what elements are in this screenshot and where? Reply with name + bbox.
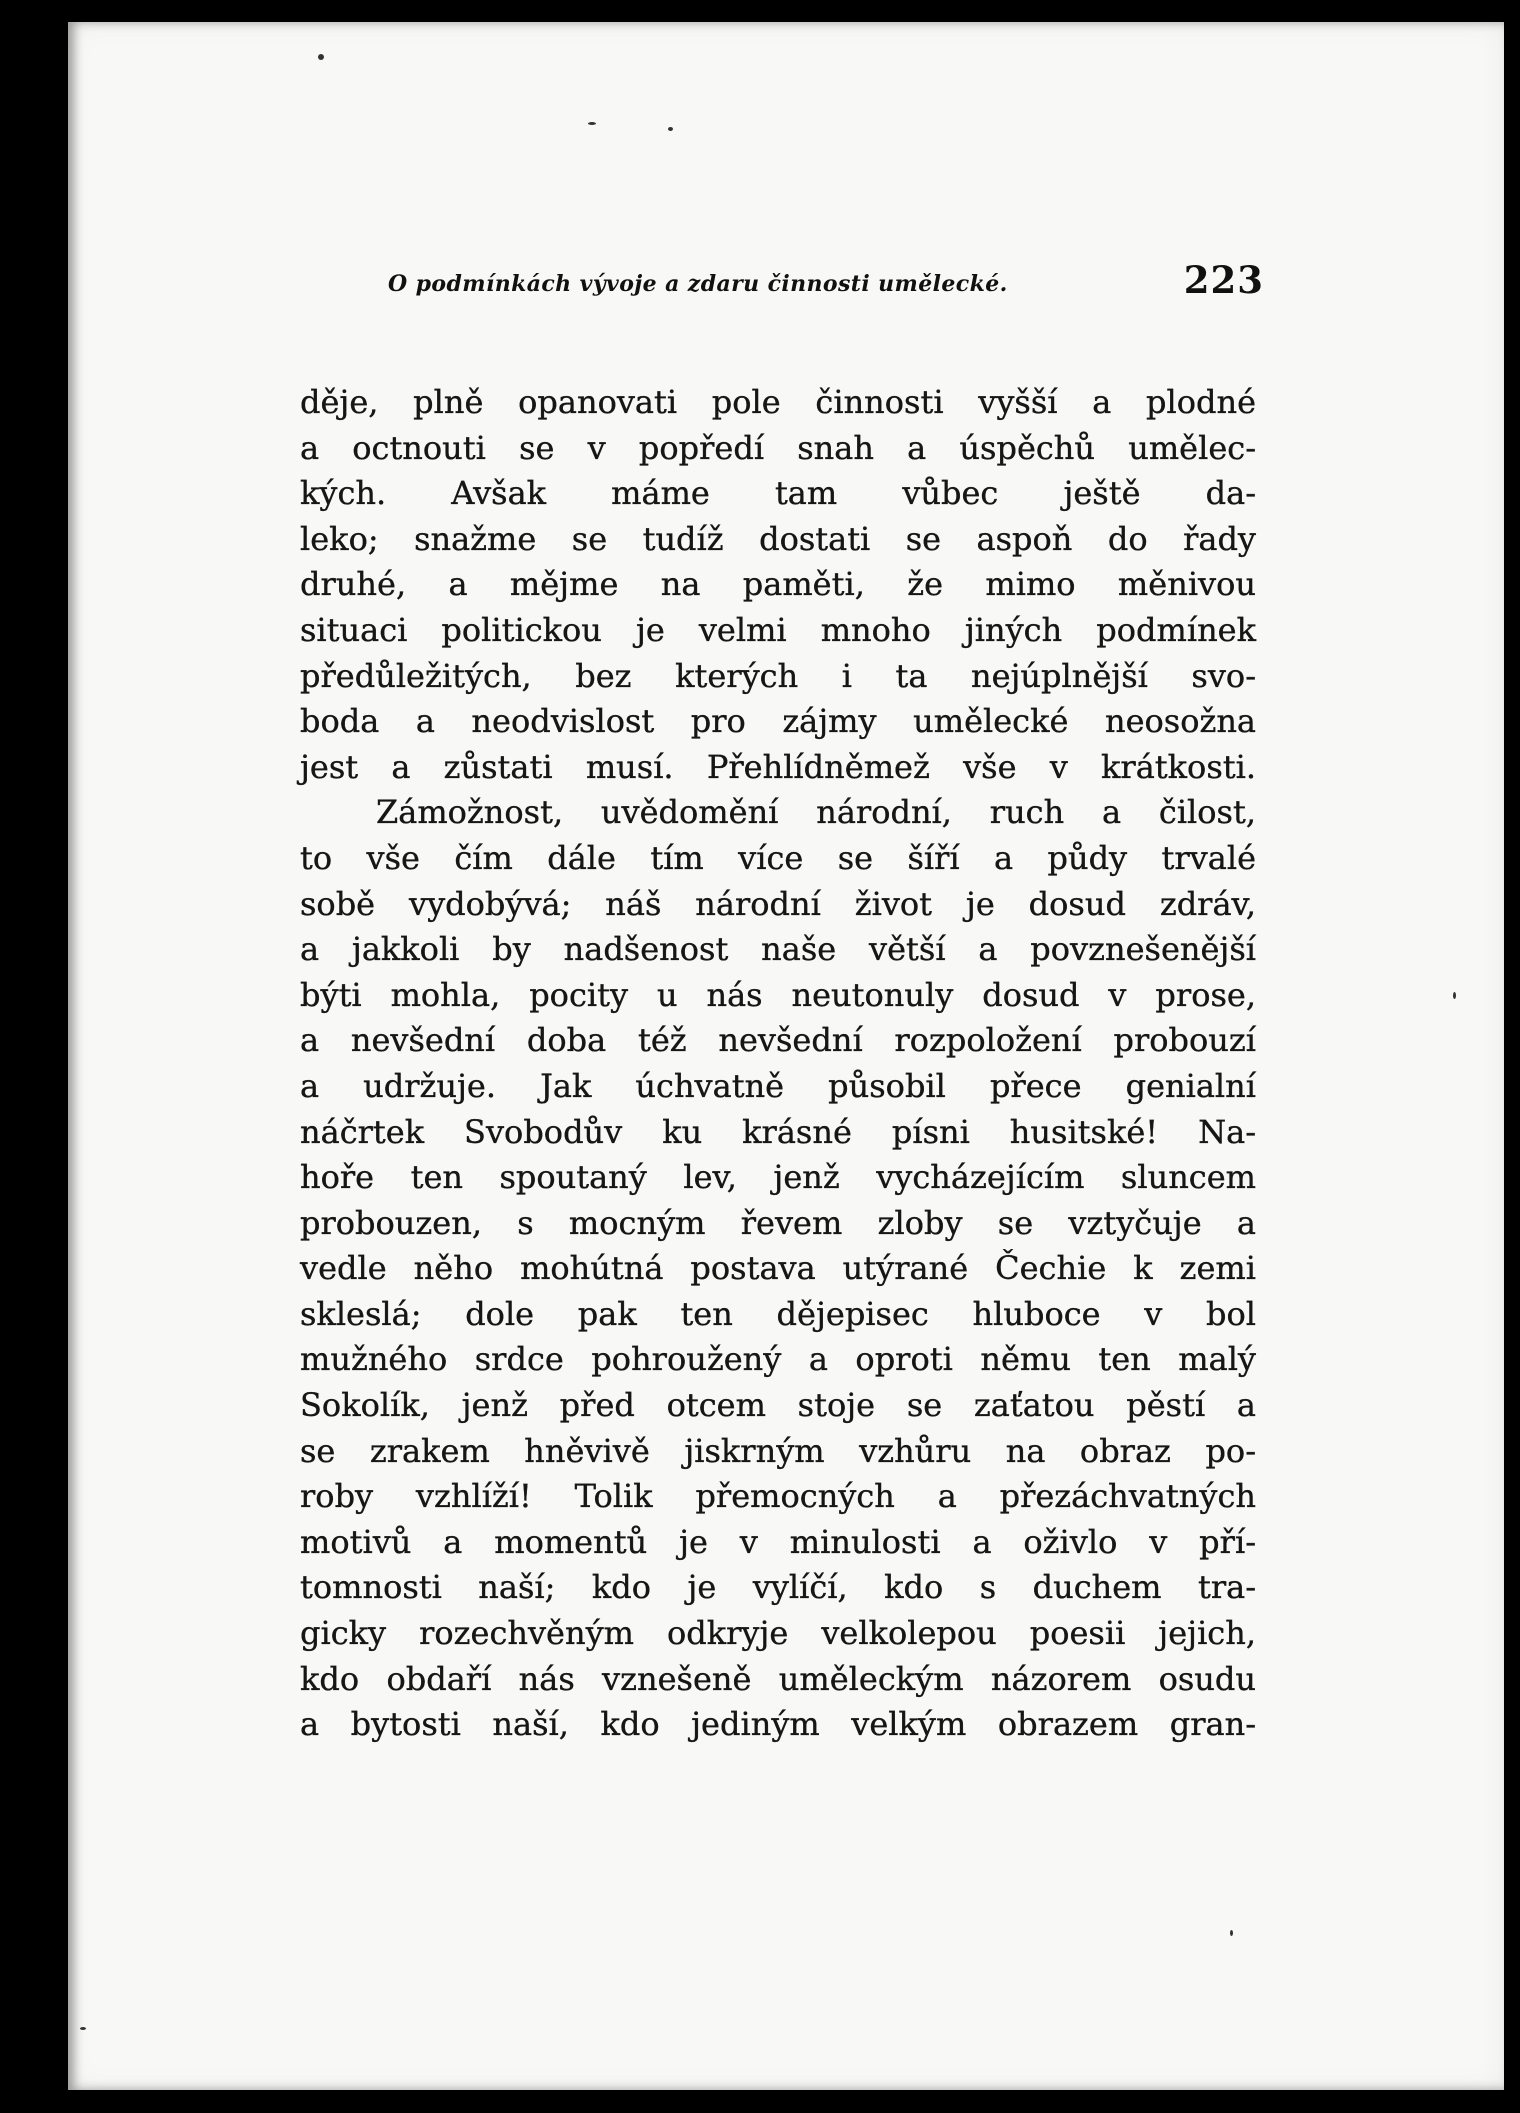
text-line: kých. Avšak máme tam vůbec ještě da- [300,474,1256,513]
text-line: druhé, a mějme na paměti, že mimo měnivou [300,565,1256,604]
text-line: se zrakem hněvivě jiskrným vzhůru na obraz po- [300,1431,1256,1470]
page-header [388,248,1264,312]
scan-speck [1453,992,1456,999]
text-line: hoře ten spoutaný lev, jenž vycházejícím sluncem [300,1158,1256,1197]
text-line: leko; snažme se tudíž dostati se aspoň do řady [300,519,1256,558]
text-line: skleslá; dole pak ten dějepisec hluboce v bol [300,1294,1256,1333]
text-line: roby vzhlíží! Tolik přemocných a přezáchvatných [300,1477,1256,1516]
scan-left-margin [0,0,68,2113]
body-text [300,380,1256,1748]
text-line: a udržuje. Jak úchvatně působil přece genialní [300,1066,1256,1105]
text-line: kdo obdaří nás vznešeně uměleckým názorem osudu [300,1659,1256,1698]
text-line: gicky rozechvěným odkryje velkolepou poesii jejich, [300,1614,1256,1653]
scan-speck [668,127,673,131]
text-line: Sokolík, jenž před otcem stoje se zaťatou pěstí a [300,1386,1256,1425]
text-line: jest a zůstati musí. Přehlídněmež vše v krátkosti. [300,747,1256,786]
scan-speck [318,54,324,60]
text-line: a nevšední doba též nevšední rozpoložení probouzí [300,1021,1256,1060]
text-line: býti mohla, pocity u nás neutonuly dosud v prose, [300,975,1256,1014]
book-page [68,22,1504,2090]
text-line: situaci politickou je velmi mnoho jiných podmínek [300,610,1256,649]
text-line: sobě vydobývá; náš národní život je dosud zdráv, [300,884,1256,923]
text-line: děje, plně opanovati pole činnosti vyšší a plodné [300,383,1256,421]
text-line: a octnouti se v popředí snah a úspěchů umělec- [300,428,1256,467]
text-line: probouzen, s mocným řevem zloby se vztyčuje a [300,1203,1256,1242]
text-line: a jakkoli by nadšenost naše větší a povznešenější [300,930,1256,969]
running-title: O podmínkách vývoje a zdaru činnosti umělecké. [388,271,1008,297]
text-line: motivů a momentů je v minulosti a oživlo v pří- [300,1522,1256,1561]
text-line: boda a neodvislost pro zájmy umělecké neosožna [300,702,1256,741]
page-number: 223 [1183,258,1264,302]
text-line: mužného srdce pohroužený a oproti němu ten malý [300,1340,1256,1379]
scan-speck [80,2027,86,2030]
text-line: tomnosti naší; kdo je vylíčí, kdo s duchem tra- [300,1568,1256,1607]
text-line: náčrtek Svobodův ku krásné písni husitské! Na- [300,1112,1256,1151]
text-line: a bytosti naší, kdo jediným velkým obrazem gran- [300,1705,1256,1744]
text-line: vedle něho mohútná postava utýrané Čechie k zemi [300,1249,1256,1288]
scan-speck [1230,1930,1233,1936]
text-line: to vše čím dále tím více se šíří a půdy trvalé [300,838,1256,877]
paragraph-start-line: Zámožnost, uvědomění národní, ruch a čilost, [376,793,1256,832]
scan-speck [588,122,596,125]
text-line: předůležitých, bez kterých i ta nejúplnější svo- [300,656,1256,695]
